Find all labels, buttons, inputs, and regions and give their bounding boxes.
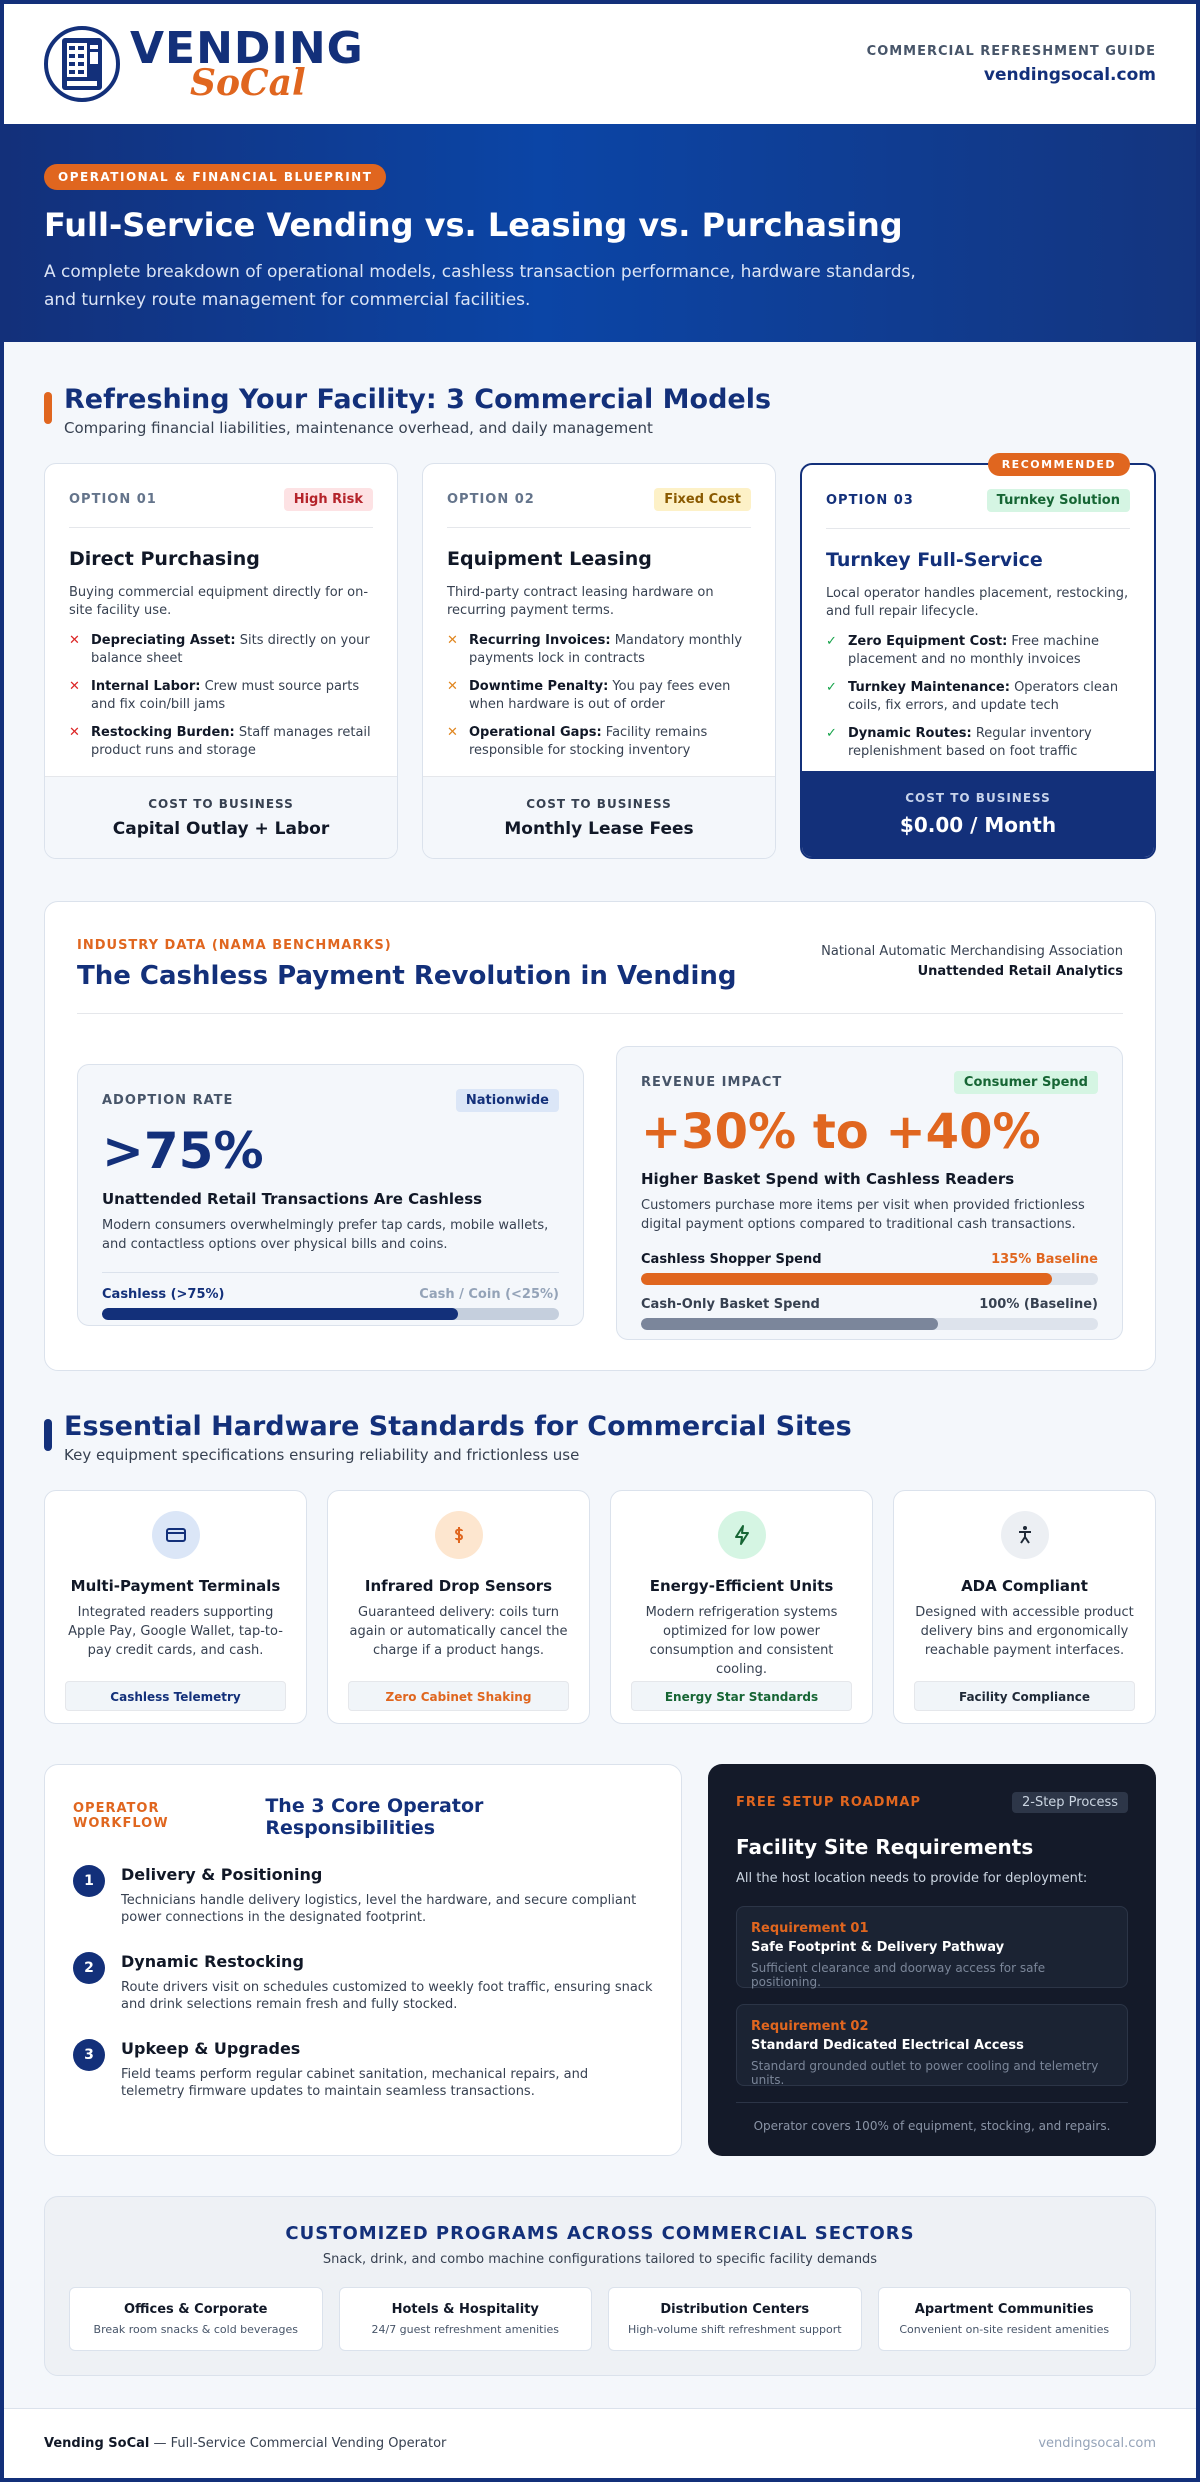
- adoption-bar-fill: [102, 1308, 458, 1320]
- cashless-section: [44, 901, 1156, 1371]
- cost-footer: [802, 771, 1154, 857]
- cost-footer: [45, 776, 397, 858]
- option-title: Direct Purchasing: [69, 548, 260, 570]
- hardware-card: [327, 1490, 590, 1724]
- sectors-title: CUSTOMIZED PROGRAMS ACROSS COMMERCIAL SECTORS: [285, 2223, 915, 2244]
- cost-value: $0.00 / Month: [899, 813, 1057, 837]
- workflow-title: The 3 Core Operator Responsibilities: [265, 1795, 484, 1839]
- page-title: Full-Service Vending vs. Leasing vs. Purchasing: [44, 206, 903, 244]
- operations-section: [44, 1764, 1156, 2156]
- workflow-step: [73, 1865, 653, 1926]
- requirement-title: Standard Dedicated Electrical Access: [751, 2038, 1024, 2053]
- sector-text: Break room snacks & cold beverages: [93, 2323, 298, 2336]
- hardware-pill: Energy Star Standards: [631, 1681, 852, 1711]
- sector-title: Apartment Communities: [914, 2302, 1094, 2317]
- source-analytics: Unattended Retail Analytics: [917, 964, 1123, 979]
- x-icon: ✕: [69, 725, 80, 740]
- revenue-text: Customers purchase more items per visit when provided frictionless digital payment options compared to traditional cash transactions.: [641, 1198, 1085, 1232]
- cost-label: COST TO BUSINESS: [905, 791, 1051, 805]
- sector-text: 24/7 guest refreshment amenities: [371, 2323, 559, 2336]
- hardware-text: Modern refrigeration systems optimized for low power consumption and consistent cooling.: [645, 1605, 838, 1677]
- option-point: ✓ Turnkey Maintenance: Operators clean coils, fix errors, and update tech: [826, 680, 1119, 713]
- check-icon: ✓: [826, 680, 837, 695]
- section-accent-bar: [44, 392, 52, 424]
- option-title: Equipment Leasing: [447, 548, 652, 570]
- option-point: ✕ Depreciating Asset: Sits directly on your balance sheet: [69, 633, 370, 666]
- cash-spend-bar: [641, 1318, 1098, 1330]
- hardware-text: Guaranteed delivery: coils turn again or automatically cancel the charge if a product hangs.: [349, 1605, 568, 1658]
- sectors-subtitle: Snack, drink, and combo machine configurations tailored to specific facility demands: [322, 2252, 878, 2267]
- hardware-subtitle: Key equipment specifications ensuring reliability and frictionless use: [64, 1446, 580, 1464]
- workflow-step: [73, 1952, 653, 2013]
- cost-value: Monthly Lease Fees: [504, 819, 694, 839]
- sector-title: Offices & Corporate: [123, 2302, 268, 2317]
- option-card-turnkey: [800, 458, 1156, 859]
- x-icon: ✕: [69, 679, 80, 694]
- cashless-spend-label: Cashless Shopper Spend: [641, 1252, 822, 1267]
- x-icon: ✕: [447, 633, 458, 648]
- cost-label: COST TO BUSINESS: [148, 797, 294, 811]
- option-point: ✓ Dynamic Routes: Regular inventory replenishment based on foot traffic: [826, 726, 1092, 759]
- requirement-label: Requirement 01: [751, 1921, 869, 1936]
- option-point: ✕ Recurring Invoices: Mandatory monthly payments lock in contracts: [447, 633, 743, 666]
- hero-banner: [4, 124, 1196, 342]
- x-icon: ✕: [69, 633, 80, 648]
- roadmap-card: [708, 1764, 1156, 2156]
- cash-bar-label: Cash / Coin (<25%): [419, 1287, 559, 1302]
- option-number: OPTION 01: [69, 492, 157, 507]
- accessibility-icon: [1001, 1511, 1049, 1559]
- site-footer: [4, 2408, 1196, 2478]
- hero-description: A complete breakdown of operational models, cashless transaction performance, hardware standards, and turnkey route management for commercial facilities.: [44, 262, 916, 310]
- step-title: Delivery & Positioning: [121, 1865, 323, 1884]
- sector-card: [608, 2287, 862, 2351]
- requirement-card: [736, 1906, 1128, 1988]
- x-icon: ✕: [447, 679, 458, 694]
- source-org: National Automatic Merchandising Association: [821, 944, 1123, 959]
- solution-tag: Turnkey Solution: [987, 489, 1130, 512]
- step-text: Route drivers visit on schedules customized to weekly foot traffic, ensuring snack and drink selections remain fresh and fully stocked.: [121, 1980, 653, 2012]
- cost-footer: [423, 776, 775, 858]
- option-title: Turnkey Full-Service: [826, 549, 1043, 571]
- option-point: ✕ Internal Labor: Crew must source parts and fix coin/bill jams: [69, 679, 360, 712]
- adoption-card: [77, 1064, 584, 1326]
- hardware-card: [893, 1490, 1156, 1724]
- step-number: 1: [73, 1865, 105, 1897]
- check-icon: ✓: [826, 726, 837, 741]
- sensor-icon: [435, 1511, 483, 1559]
- models-section-heading: [44, 384, 1156, 437]
- sector-text: High-volume shift refreshment support: [627, 2323, 842, 2336]
- sector-text: Convenient on-site resident amenities: [899, 2323, 1110, 2336]
- hardware-section-heading: [44, 1411, 1156, 1464]
- adoption-text: Modern consumers overwhelmingly prefer tap cards, mobile wallets, and contactless options over physical bills and coins.: [102, 1218, 549, 1252]
- option-card-leasing: [422, 463, 776, 859]
- hardware-text: Integrated readers supporting Apple Pay, Google Wallet, tap-to-pay credit cards, and cash.: [68, 1605, 283, 1658]
- models-title: Refreshing Your Facility: 3 Commercial Models: [64, 384, 772, 415]
- sector-title: Distribution Centers: [660, 2302, 810, 2317]
- hardware-card: [44, 1490, 307, 1724]
- cost-label: COST TO BUSINESS: [526, 797, 672, 811]
- vending-machine-icon: [44, 26, 120, 102]
- cash-spend-label: Cash-Only Basket Spend: [641, 1297, 820, 1312]
- requirement-text: Standard grounded outlet to power cooling and telemetry units.: [751, 2059, 1099, 2087]
- roadmap-note: Operator covers 100% of equipment, stocking, and repairs.: [736, 2102, 1128, 2133]
- requirement-label: Requirement 02: [751, 2019, 869, 2034]
- footer-site-link[interactable]: vendingsocal.com: [1038, 2436, 1156, 2451]
- risk-tag: High Risk: [284, 488, 373, 511]
- adoption-bar: [102, 1308, 559, 1320]
- cost-value: Capital Outlay + Labor: [112, 819, 330, 839]
- cash-spend-value: 100% (Baseline): [979, 1297, 1098, 1312]
- option-point: ✕ Restocking Burden: Staff manages retail product runs and storage: [69, 725, 371, 758]
- revenue-card: [616, 1046, 1123, 1340]
- x-icon: ✕: [447, 725, 458, 740]
- cashless-spend-bar: [641, 1273, 1098, 1285]
- option-description: Buying commercial equipment directly for on-site facility use.: [69, 585, 369, 618]
- logo-script: SoCal: [190, 62, 306, 104]
- workflow-kicker: OPERATOR WORKFLOW: [73, 1801, 169, 1831]
- nationwide-tag: Nationwide: [456, 1089, 559, 1112]
- header-site-link[interactable]: vendingsocal.com: [983, 64, 1156, 85]
- revenue-headline: Higher Basket Spend with Cashless Readers: [641, 1170, 1015, 1188]
- cashless-title: The Cashless Payment Revolution in Vending: [77, 961, 737, 991]
- option-description: Local operator handles placement, restocking, and full repair lifecycle.: [826, 586, 1129, 619]
- revenue-stat: +30% to +40%: [641, 1104, 1041, 1160]
- hardware-title: Infrared Drop Sensors: [364, 1577, 553, 1595]
- hardware-title: Multi-Payment Terminals: [70, 1577, 281, 1595]
- cash-spend-bar-fill: [641, 1318, 938, 1330]
- adoption-label: ADOPTION RATE: [102, 1093, 234, 1108]
- cashless-spend-value: 135% Baseline: [991, 1252, 1098, 1267]
- requirement-card: [736, 2004, 1128, 2086]
- hardware-pill: Facility Compliance: [914, 1681, 1135, 1711]
- step-number: 3: [73, 2039, 105, 2071]
- site-header: [4, 4, 1196, 124]
- option-description: Third-party contract leasing hardware on recurring payment terms.: [447, 585, 714, 618]
- cost-tag: Fixed Cost: [654, 488, 751, 511]
- step-text: Field teams perform regular cabinet sanitation, mechanical repairs, and telemetry firmware updates to maintain seamless transactions.: [121, 2067, 589, 2099]
- sector-title: Hotels & Hospitality: [391, 2302, 539, 2317]
- sector-card: [878, 2287, 1132, 2351]
- process-tag: 2-Step Process: [1012, 1792, 1128, 1813]
- models-subtitle: Comparing financial liabilities, maintenance overhead, and daily management: [64, 419, 653, 437]
- step-text: Technicians handle delivery logistics, level the hardware, and secure compliant power connections in the designated footprint.: [121, 1893, 637, 1925]
- logo-wordmark: VENDING: [130, 23, 364, 74]
- adoption-stat: >75%: [102, 1122, 264, 1180]
- cashless-spend-bar-fill: [641, 1273, 1052, 1285]
- requirement-text: Sufficient clearance and doorway access for safe positioning.: [751, 1961, 1046, 1989]
- roadmap-kicker: FREE SETUP ROADMAP: [736, 1795, 921, 1810]
- guide-label: COMMERCIAL REFRESHMENT GUIDE: [866, 43, 1156, 59]
- sector-card: [339, 2287, 593, 2351]
- hardware-title: Essential Hardware Standards for Commercial Sites: [64, 1411, 852, 1442]
- lightning-icon: [718, 1511, 766, 1559]
- revenue-label: REVENUE IMPACT: [641, 1075, 783, 1090]
- option-point: ✓ Zero Equipment Cost: Free machine placement and no monthly invoices: [826, 634, 1100, 667]
- hero-pill: OPERATIONAL & FINANCIAL BLUEPRINT: [44, 164, 386, 190]
- adoption-headline: Unattended Retail Transactions Are Cashless: [102, 1190, 483, 1208]
- option-card-purchasing: [44, 463, 398, 859]
- step-number: 2: [73, 1952, 105, 1984]
- hardware-cards: [44, 1490, 1156, 1724]
- step-title: Upkeep & Upgrades: [121, 2039, 301, 2058]
- consumer-spend-tag: Consumer Spend: [954, 1071, 1098, 1094]
- workflow-card: [44, 1764, 682, 2156]
- credit-card-icon: [152, 1511, 200, 1559]
- check-icon: ✓: [826, 634, 837, 649]
- sectors-section: [44, 2196, 1156, 2376]
- hardware-title: Energy-Efficient Units: [649, 1577, 834, 1595]
- hardware-pill: Zero Cabinet Shaking: [348, 1681, 569, 1711]
- models-cards: [44, 458, 1156, 859]
- workflow-step: [73, 2039, 653, 2100]
- roadmap-title: Facility Site Requirements: [736, 1835, 1034, 1859]
- logo[interactable]: [44, 23, 364, 104]
- roadmap-subtitle: All the host location needs to provide for deployment:: [736, 1871, 1088, 1886]
- requirement-title: Safe Footprint & Delivery Pathway: [751, 1940, 1005, 1955]
- hardware-text: Designed with accessible product delivery bins and ergonomically reachable payment interfaces.: [915, 1605, 1134, 1658]
- option-point: ✕ Downtime Penalty: You pay fees even when hardware is out of order: [447, 679, 731, 712]
- hardware-pill: Cashless Telemetry: [65, 1681, 286, 1711]
- hardware-title: ADA Compliant: [961, 1577, 1088, 1595]
- section-accent-bar: [44, 1419, 52, 1451]
- recommended-badge: RECOMMENDED: [988, 453, 1130, 476]
- hardware-card: [610, 1490, 873, 1724]
- sector-card: [69, 2287, 323, 2351]
- option-number: OPTION 03: [826, 493, 914, 508]
- step-title: Dynamic Restocking: [121, 1952, 304, 1971]
- cashless-kicker: INDUSTRY DATA (NAMA BENCHMARKS): [77, 938, 392, 953]
- footer-brand: Vending SoCal: [44, 2436, 150, 2451]
- option-point: ✕ Operational Gaps: Facility remains responsible for stocking inventory: [447, 725, 708, 758]
- cashless-bar-label: Cashless (>75%): [102, 1287, 225, 1302]
- option-number: OPTION 02: [447, 492, 535, 507]
- footer-tagline: — Full-Service Commercial Vending Operator: [149, 2436, 447, 2451]
